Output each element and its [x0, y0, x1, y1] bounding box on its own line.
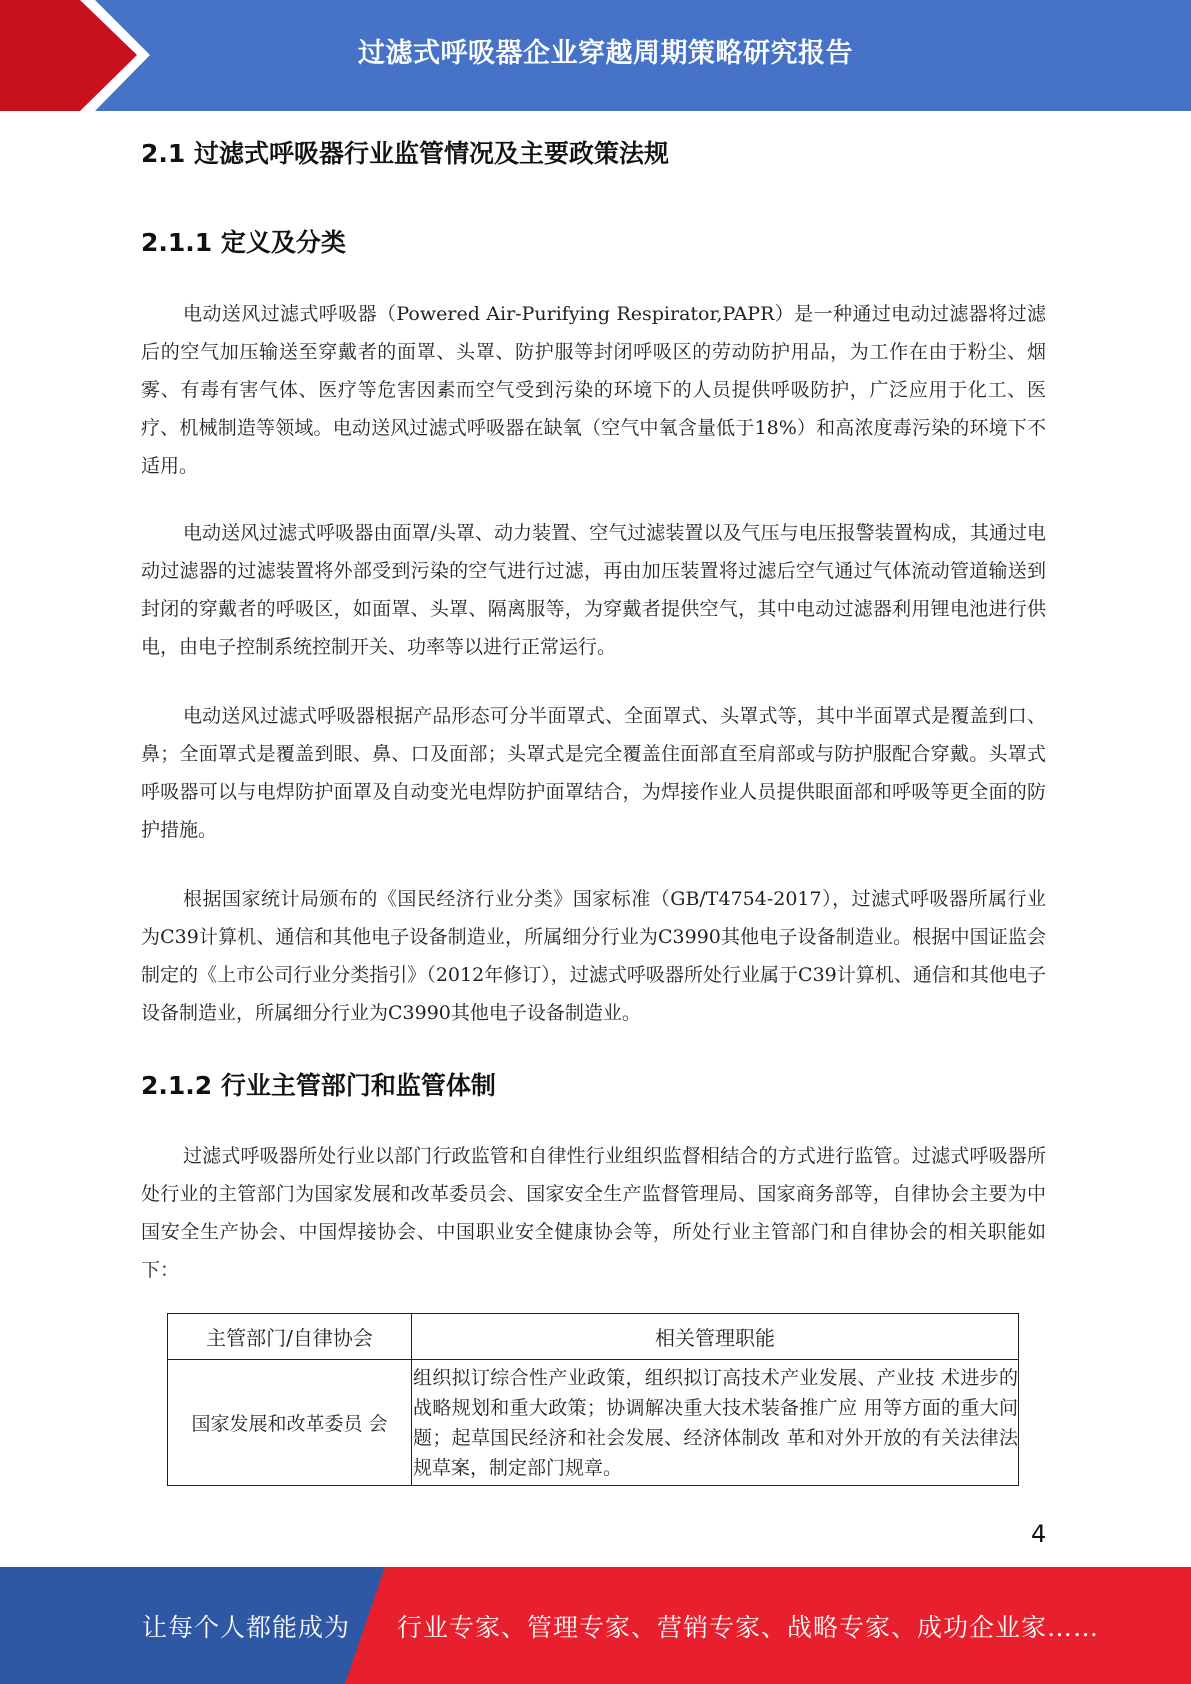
- table-header-cell: 主管部门/自律协会: [168, 1314, 412, 1360]
- footer-slogan-right: 行业专家、管理专家、营销专家、战略专家、成功企业家……: [397, 1612, 1100, 1642]
- header-arrow-decoration: [0, 0, 160, 111]
- paragraph-regulation: 过滤式呼吸器所处行业以部门行政监管和自律性行业组织监督相结合的方式进行监管。过滤式呼吸器所处行业的主管部门为国家发展和改革委员会、国家安全生产监督管理局、国家商务部等，自律协会主要为中国安全生产协会、中国焊接协会、中国职业安全健康协会等，所处行业主管部门和自律协会的相关职能如下：: [141, 1145, 1046, 1281]
- section-heading-2-1-1: 2.1.1 定义及分类: [141, 228, 346, 257]
- section-heading-2-1: 2.1 过滤式呼吸器行业监管情况及主要政策法规: [141, 139, 669, 168]
- table-cell-department: 国家发展和改革委员 会: [168, 1360, 412, 1486]
- regulators-table: [167, 1313, 1019, 1479]
- paragraph-industry-classification: 根据国家统计局颁布的《国民经济行业分类》国家标准（GB/T4754-2017），过滤式呼吸器所属行业为C39计算机、通信和其他电子设备制造业，所属细分行业为C3990其他电子设备制造业。根据中国证监会制定的《上市公司行业分类指引》（2012年修订），过滤式呼吸器所处行业属于C39计算机、通信和其他电子设备制造业，所属细分行业为C3990其他电子设备制造业。: [141, 888, 1046, 1024]
- table-header-row: [168, 1314, 1019, 1360]
- table-header-cell: 相关管理职能: [412, 1314, 1019, 1360]
- footer-banner: [0, 1567, 1191, 1684]
- table-row: [168, 1360, 1019, 1486]
- paragraph-composition: 电动送风过滤式呼吸器由面罩/头罩、动力装置、空气过滤装置以及气压与电压报警装置构成，其通过电动过滤器的过滤装置将外部受到污染的空气进行过滤，再由加压装置将过滤后空气通过气体流动管道输送到封闭的穿戴者的呼吸区，如面罩、头罩、隔离服等，为穿戴者提供空气，其中电动过滤器利用锂电池进行供电，由电子控制系统控制开关、功率等以进行正常运行。: [141, 522, 1046, 658]
- paragraph-types: 电动送风过滤式呼吸器根据产品形态可分半面罩式、全面罩式、头罩式等，其中半面罩式是覆盖到口、鼻；全面罩式是覆盖到眼、鼻、口及面部；头罩式是完全覆盖住面部直至肩部或与防护服配合穿戴。头罩式呼吸器可以与电焊防护面罩及自动变光电焊防护面罩结合，为焊接作业人员提供眼面部和呼吸等更全面的防护措施。: [141, 705, 1046, 841]
- header-banner: [0, 0, 1191, 111]
- table-cell-duty: 组织拟订综合性产业政策，组织拟订高技术产业发展、产业技 术进步的战略规划和重大政策；协调解决重大技术装备推广应 用等方面的重大问题；起草国民经济和社会发展、经济体制改 革和对外开放的有关法律法规草案，制定部门规章。: [412, 1360, 1019, 1486]
- page-number: 4: [1031, 1520, 1047, 1548]
- footer-slogan-left: 让每个人都能成为: [142, 1612, 351, 1642]
- report-title: 过滤式呼吸器企业穿越周期策略研究报告: [358, 37, 853, 69]
- section-heading-2-1-2: 2.1.2 行业主管部门和监管体制: [141, 1071, 496, 1100]
- paragraph-definition: 电动送风过滤式呼吸器（Powered Air-Purifying Respirator,PAPR）是一种通过电动过滤器将过滤后的空气加压输送至穿戴者的面罩、头罩、防护服等封闭呼吸区的劳动防护用品，为工作在由于粉尘、烟雾、有毒有害气体、医疗等危害因素而空气受到污染的环境下的人员提供呼吸防护，广泛应用于化工、医疗、机械制造等领域。电动送风过滤式呼吸器在缺氧（空气中氧含量低于18%）和高浓度毒污染的环境下不适用。: [141, 303, 1046, 477]
